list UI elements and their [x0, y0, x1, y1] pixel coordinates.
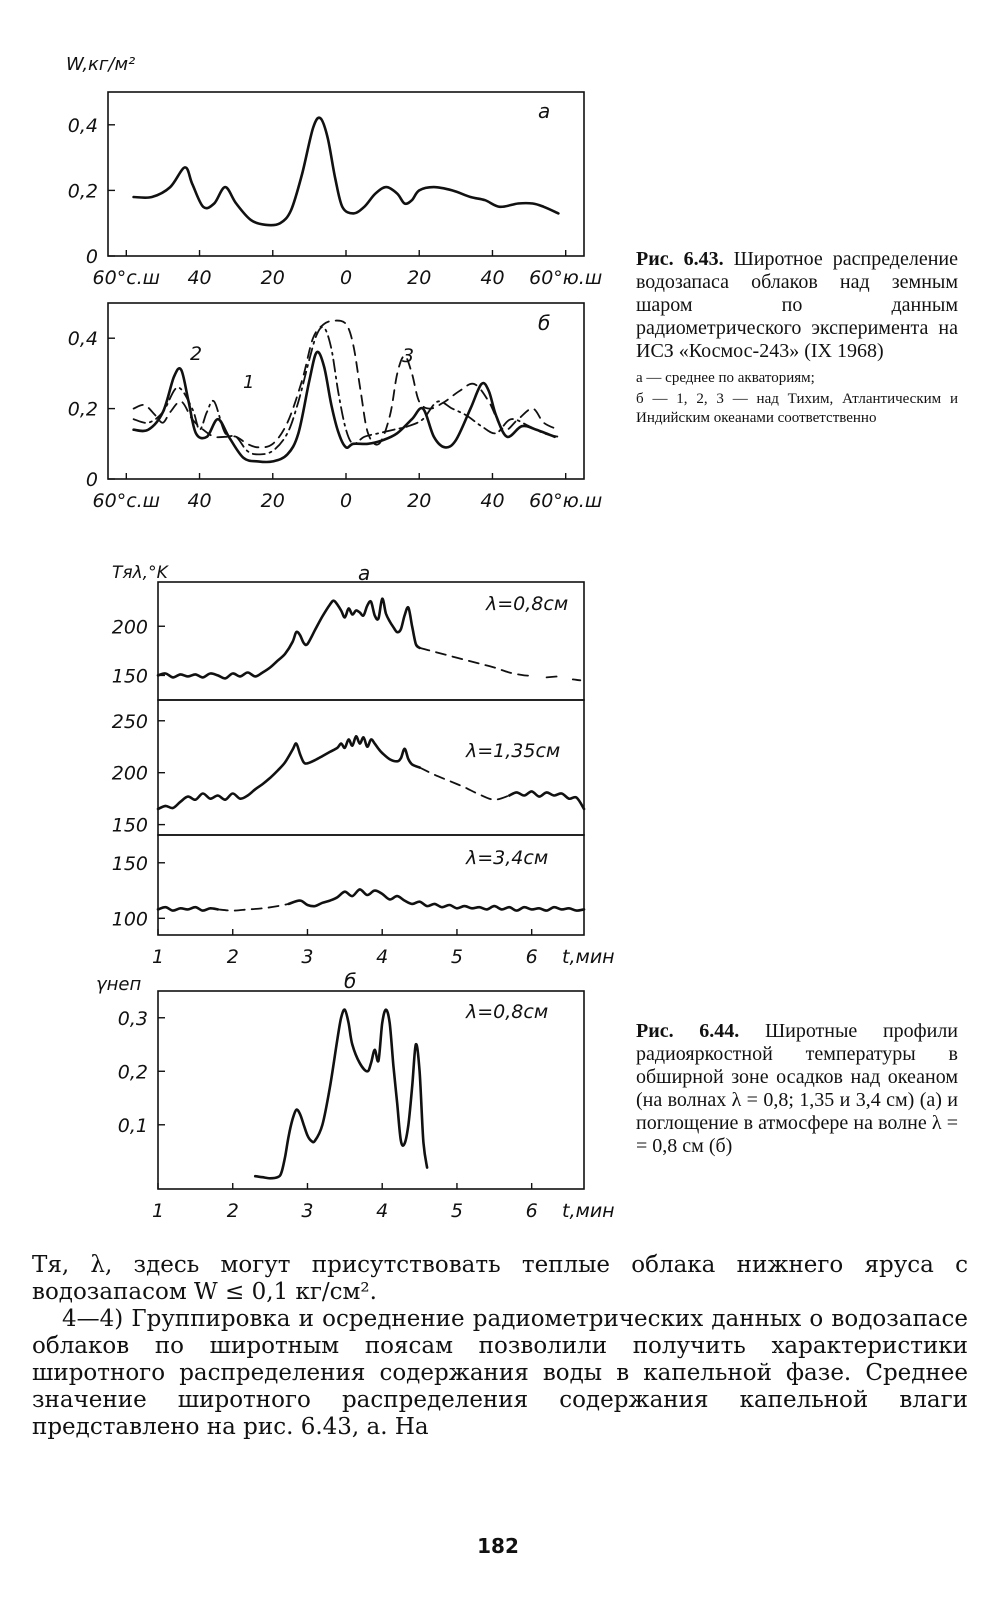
y-tick-label: 0,4	[67, 114, 98, 137]
x-tick-label: 60°ю.ш	[529, 490, 603, 512]
series-line-solid-2	[289, 889, 584, 910]
x-tick-label: 40	[480, 490, 505, 512]
chart-fig644b	[118, 991, 615, 1222]
series-line-dashed-1	[218, 904, 289, 911]
series-line-dashed-2	[547, 676, 558, 677]
y-tick-label: 0,2	[67, 180, 98, 203]
x-tick-label: 60°с.ш	[92, 267, 161, 289]
wavelength-label: λ=3,4см	[466, 847, 549, 869]
x-tick-label: 2	[226, 1200, 239, 1222]
caption-6-44-text: Широтные профили радиояркостной температуры в обширной зоне осадков над океаном (на волнах λ = 0,8; 1,35 и 3,4 см) (а) и поглощение в атмосфере на волне λ = = 0,8 см (б)	[636, 1020, 959, 1157]
body-paragraph-2: 4—4) Группировка и осреднение радиометрических данных о водозапасе облаков по широтным поясам позволили получить характеристики широтного распределения содержания воды в капельной фазе. Среднее значение широтного распределения содержания капельной влаги представлено на рис. 6.43, а. На	[32, 1306, 968, 1440]
y-tick-label: 200	[111, 762, 148, 785]
y-tick-label: 0,2	[67, 398, 98, 421]
wavelength-label: λ=0,8см	[486, 593, 569, 615]
x-tick-label: 20	[407, 267, 432, 289]
y-tick-label: 0,1	[117, 1114, 148, 1137]
fig643b-curve-label-1: 1	[243, 372, 255, 393]
x-axis-label: t,мин	[562, 1200, 615, 1222]
x-tick-label: 3	[301, 1200, 314, 1222]
x-tick-label: 60°ю.ш	[529, 267, 603, 289]
x-tick-label: 6	[525, 1200, 538, 1222]
x-tick-label: 0	[339, 267, 353, 289]
y-tick-label: 100	[111, 908, 148, 931]
fig644b-panel-letter: б	[344, 969, 357, 993]
page-number: 182	[477, 1534, 519, 1558]
x-tick-label: 20	[407, 490, 432, 512]
x-tick-label: 5	[450, 1200, 463, 1222]
body-text	[32, 1252, 968, 1441]
series-line-solid-0	[158, 736, 420, 809]
series-line-solid-2	[509, 791, 584, 809]
caption-6-43-sub-a: а — среднее по акваториям;	[636, 370, 815, 386]
x-tick-label: 1	[151, 946, 165, 968]
series-line-solid-0	[158, 599, 420, 679]
x-tick-label: 20	[260, 267, 285, 289]
body-paragraph-1: Tя, λ, здесь могут присутствовать теплые облака нижнего яруса с водозапасом W ≤ 0,1 кг/см².	[32, 1252, 968, 1305]
fig644-ylabel-a: Tяλ,°K	[112, 563, 168, 583]
caption-6-43-label: Рис. 6.43.	[636, 248, 724, 270]
y-tick-label: 0,2	[117, 1061, 148, 1084]
chart-fig644a1	[112, 582, 584, 700]
x-tick-label: 60°с.ш	[92, 490, 161, 512]
y-tick-label: 200	[111, 616, 148, 639]
y-tick-label: 0	[85, 246, 98, 268]
caption-6-44	[636, 1020, 958, 1158]
caption-6-43-sub-b: б — 1, 2, 3 — над Тихим, Атлантическим и Индийским океанами соответственно	[636, 391, 958, 426]
series-line-solid-0	[255, 1010, 427, 1179]
x-tick-label: 2	[226, 946, 239, 968]
x-tick-label: 40	[480, 267, 505, 289]
x-tick-label: 5	[450, 946, 463, 968]
x-tick-label: 1	[151, 1200, 165, 1222]
y-tick-label: 150	[111, 814, 148, 837]
x-tick-label: 6	[525, 946, 538, 968]
caption-6-44-main	[636, 1020, 958, 1158]
chart-fig644a3	[112, 835, 615, 968]
series-line-dashed-1	[420, 648, 532, 676]
y-tick-label: 0	[85, 469, 98, 491]
x-tick-label: 40	[187, 490, 212, 512]
fig643-ylabel: W,кг/м²	[66, 54, 136, 75]
caption-6-43-main	[636, 248, 958, 363]
y-tick-label: 0,3	[117, 1007, 148, 1030]
x-axis-label: t,мин	[562, 946, 615, 968]
plot-frame	[158, 700, 584, 835]
series-line-solid-0	[158, 907, 218, 910]
caption-6-44-label: Рис. 6.44.	[636, 1020, 740, 1042]
wavelength-label: λ=0,8см	[466, 1001, 549, 1023]
wavelength-label: λ=1,35см	[466, 740, 561, 762]
x-tick-label: 3	[301, 946, 314, 968]
x-tick-label: 0	[339, 490, 353, 512]
x-tick-label: 4	[376, 1200, 389, 1222]
x-tick-label: 20	[260, 490, 285, 512]
y-tick-label: 150	[111, 852, 148, 875]
fig643a-panel-letter: а	[538, 99, 551, 123]
fig643b-panel-letter: б	[538, 311, 551, 335]
fig644-ylabel-b: γнеп	[96, 974, 142, 995]
caption-6-43	[636, 248, 958, 428]
x-tick-label: 4	[376, 946, 389, 968]
y-tick-label: 150	[111, 665, 148, 688]
fig643b-curve-label-3: 3	[402, 345, 415, 367]
figure-6-44	[0, 0, 640, 1240]
fig643b-curve-label-2: 2	[190, 343, 203, 365]
y-tick-label: 250	[111, 710, 148, 733]
series-line-dashed-1	[420, 768, 510, 800]
x-tick-label: 40	[187, 267, 212, 289]
y-tick-label: 0,4	[67, 328, 98, 351]
caption-6-43-text: Широтное распределение водозапаса облаков над земным шаром по данным радиометрического эксперимента на ИСЗ «Космос-243» (IX 1968)	[636, 248, 958, 362]
chart-fig644a2	[112, 700, 584, 837]
fig644a-panel-letter: а	[358, 561, 371, 585]
series-line-dashed-3	[573, 679, 581, 680]
